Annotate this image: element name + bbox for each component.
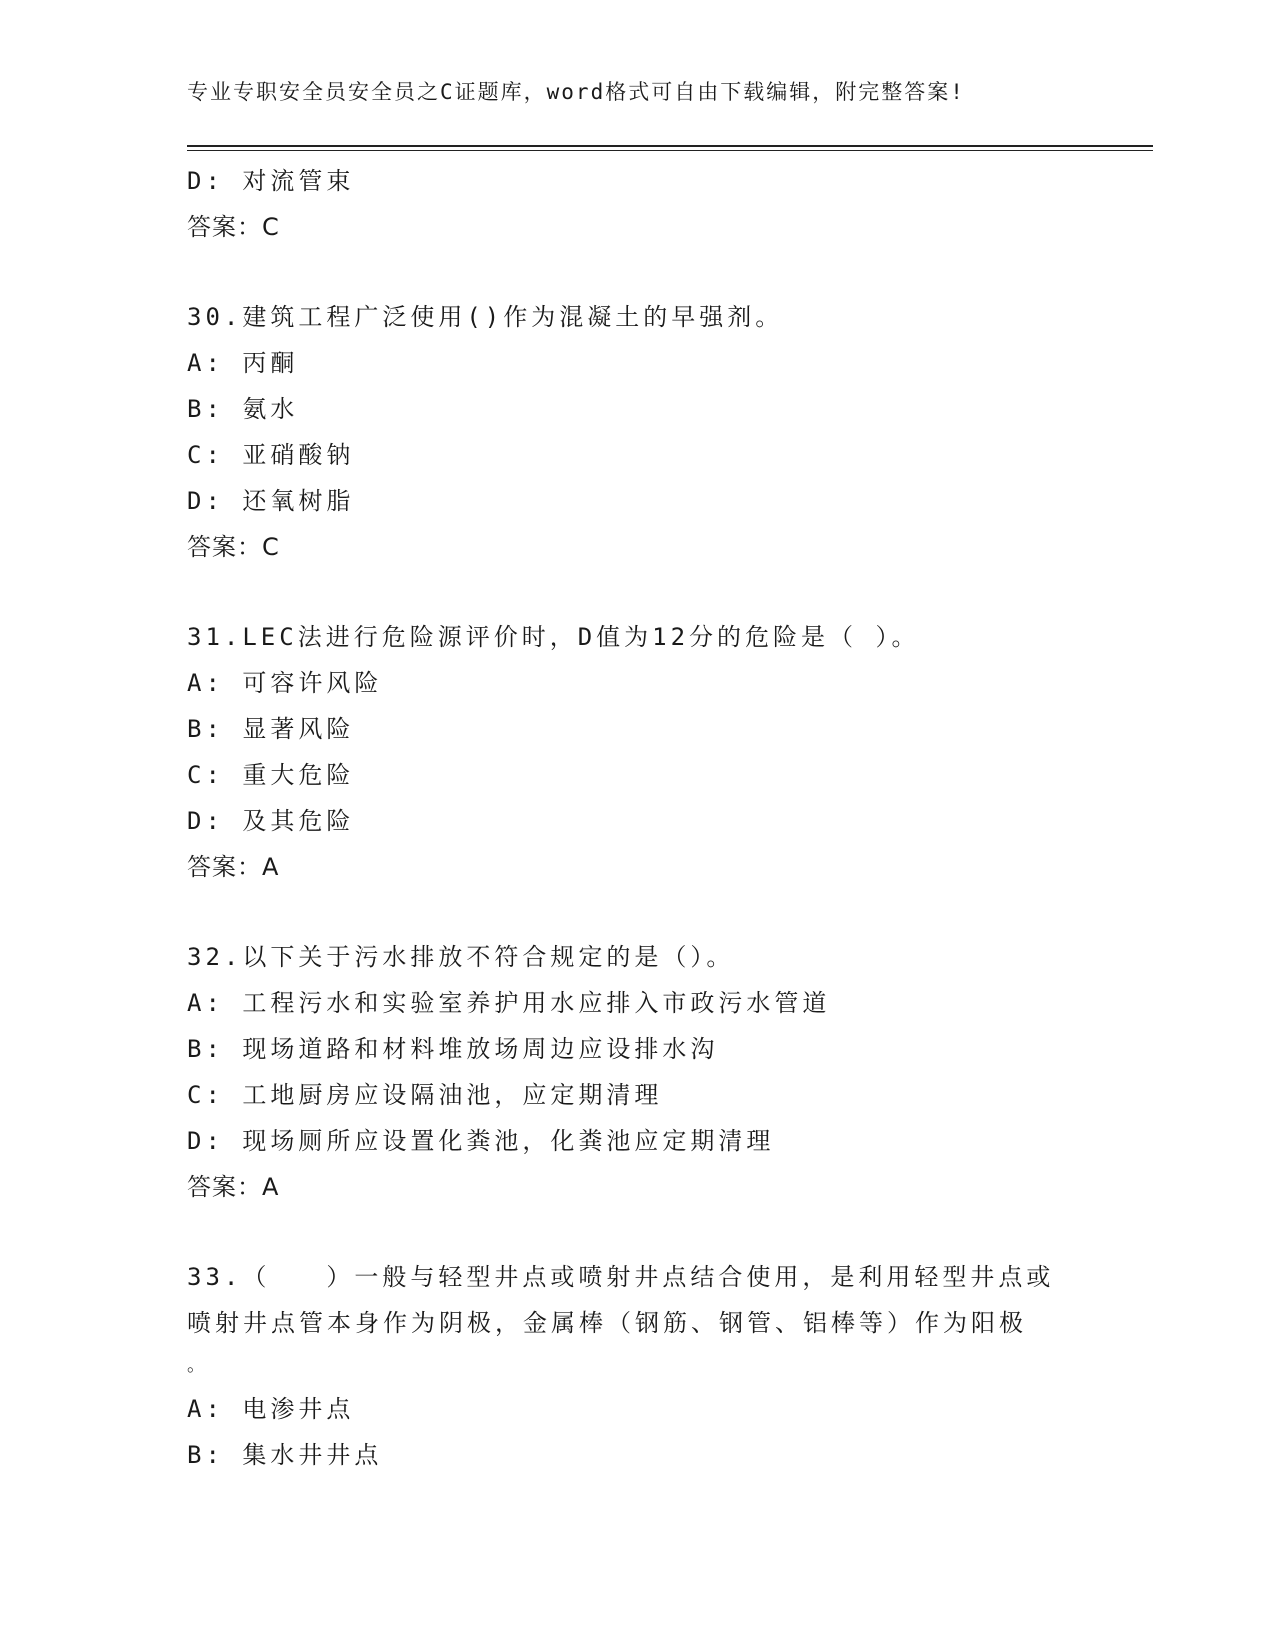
- answer: 答案：C: [187, 533, 280, 561]
- option-c: C: 亚硝酸钠: [187, 441, 355, 469]
- option-b: B: 集水井井点: [187, 1441, 383, 1469]
- option-b: B: 现场道路和材料堆放场周边应设排水沟: [187, 1035, 719, 1063]
- page-header: 专业专职安全员安全员之C证题库，word格式可自由下载编辑，附完整答案!: [187, 80, 965, 104]
- answer: 答案：A: [187, 1173, 280, 1201]
- option-d: D: 还氧树脂: [187, 487, 355, 515]
- option-d: D: 现场厕所应设置化粪池，化粪池应定期清理: [187, 1127, 775, 1155]
- prev-option-d: D: 对流管束: [187, 167, 355, 195]
- header-divider: [187, 145, 1153, 151]
- question-stem: 30.建筑工程广泛使用()作为混凝土的早强剂。: [187, 303, 784, 331]
- question-list: [187, 158, 1087, 1478]
- question-32: [187, 934, 1087, 1210]
- option-a: A: 工程污水和实验室养护用水应排入市政污水管道: [187, 989, 831, 1017]
- option-b: B: 氨水: [187, 395, 299, 423]
- question-stem: [187, 1254, 1057, 1346]
- prev-answer: 答案：C: [187, 213, 280, 241]
- spacer: [187, 890, 1087, 934]
- option-c: C: 重大危险: [187, 761, 355, 789]
- option-d: D: 及其危险: [187, 807, 355, 835]
- option-a: A: 可容许风险: [187, 669, 383, 697]
- question-stem-line: 。: [187, 1355, 209, 1376]
- question-30: [187, 294, 1087, 570]
- spacer: [187, 1210, 1087, 1254]
- option-a: A: 丙酮: [187, 349, 299, 377]
- spacer: [187, 570, 1087, 614]
- option-b: B: 显著风险: [187, 715, 355, 743]
- question-33: [187, 1254, 1087, 1478]
- option-c: C: 工地厨房应设隔油池，应定期清理: [187, 1081, 663, 1109]
- question-stem-line: 33.（ ）一般与轻型井点或喷射井点结合使用，是利用轻型井点或: [187, 1263, 1055, 1291]
- question-stem: 31.LEC法进行危险源评价时，D值为12分的危险是（ ）。: [187, 623, 920, 651]
- spacer: [187, 250, 1087, 294]
- option-a: A: 电渗井点: [187, 1395, 355, 1423]
- answer: 答案：A: [187, 853, 280, 881]
- question-31: [187, 614, 1087, 890]
- question-stem-line: 喷射井点管本身作为阴极，金属棒（钢筋、钢管、铝棒等）作为阳极: [187, 1309, 1027, 1337]
- question-stem: 32.以下关于污水排放不符合规定的是（）。: [187, 943, 735, 971]
